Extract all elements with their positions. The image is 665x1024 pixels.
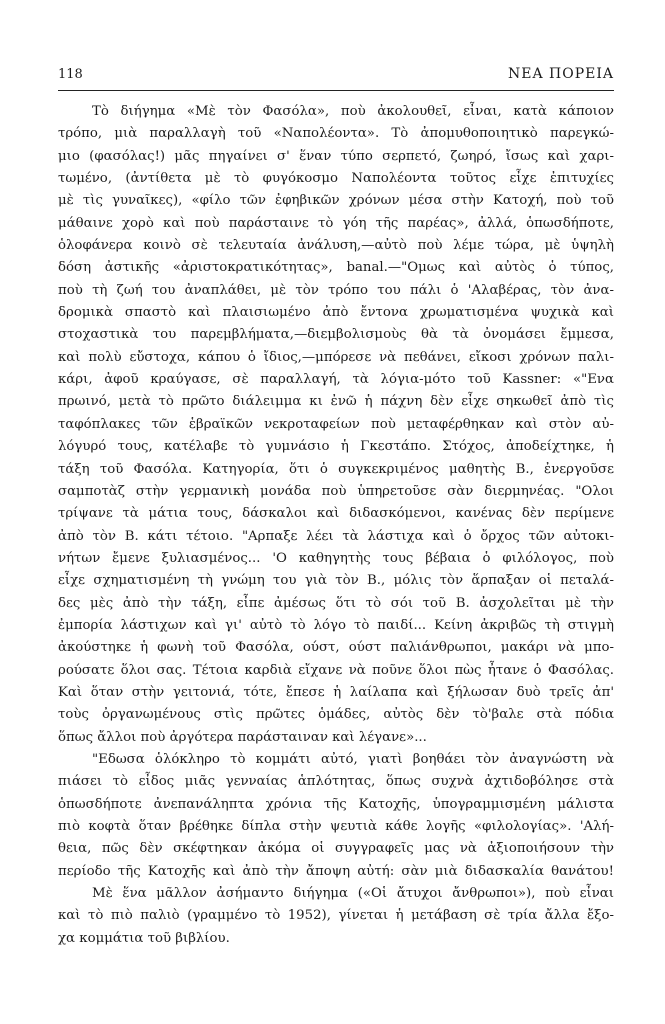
text-line: Τὸ διήγημα «Μὲ τὸν Φασόλα», ποὺ ἀκολουθεῖ, εἶναι, κατὰ κάποιον [92,104,614,119]
text-line: ἀκούστηκε ἡ φωνὴ τοῦ Φασόλα, ούστ, ούστ παλιάνθρωποι, μακάρι νὰ μπο- [58,640,614,656]
header-rule [58,90,614,91]
text-line: ρούσατε ὅλοι σας. Τέτοια καρδιὰ εἴχανε νὰ ποῦνε ὅλοι πὼς ἦτανε ὁ Φασόλας. [58,662,614,678]
text-line: μάθαινε χορὸ καὶ ποὺ παράσταινε τὸ γόη τῆς παρέας», ἀλλά, ὁπωσδήποτε, [58,215,614,231]
text-line: λόγυρό τους, κατέλαβε τὸ γυμνάσιο ἡ Γκεστάπο. Στόχος, ἀποδείχτηκε, ἡ [58,439,614,455]
text-line: ὅπως ἄλλοι ποὺ ἀργότερα παράσταιναν καὶ λέγανε»... [58,729,427,745]
text-line: Καὶ ὅταν στὴν γειτονιά, τότε, ἔπεσε ἡ λαίλαπα καὶ ξήλωσαν δυὸ τρεῖς ἀπ' [58,684,614,700]
journal-title: ΝΕΑ ΠΟΡΕΙΑ [508,66,614,82]
body-text [58,101,614,950]
text-line: πρωινό, μετὰ τὸ πρῶτο διάλειμμα κι ἐνῶ ἡ πάχνη δὲν εἶχε σηκωθεῖ ἀπὸ τὶς [58,394,614,410]
text-line: ὁλοφάνερα κοινὸ σὲ τελευταία ἀνάλυση,—αὐτὸ ποὺ λέμε τώρα, μὲ ὑψηλὴ [58,238,614,254]
text-line: δρομικὰ σπαστὸ καὶ πλαισιωμένο ἀπὸ ἔντονα χρωματισμένα ψυχικὰ καὶ [58,305,614,321]
text-line: τρόπο, μιὰ παραλλαγὴ τοῦ «Ναπολέοντα». Τὸ ἀπομυθοποιητικὸ παρεγκώ- [58,126,614,142]
text-line: δες μὲς ἀπὸ τὴν τάξη, εἶπε ἀμέσως ὅτι τὸ σόι τοῦ Β. ἀσχολεῖται μὲ τὴν [58,595,614,611]
text-line: καὶ πολὺ εὔστοχα, κάπου ὁ ἴδιος,—μπόρεσε νὰ πεθάνει, εἴκοσι χρόνων παλι- [58,349,614,365]
text-line: σαμποτὰζ στὴν γερμανικὴ μονάδα ποὺ ὑπηρετοῦσε σὰν διερμηνέας. "Ολοι [58,483,614,499]
text-line: τωμένο, (ἀντίθετα μὲ τὸ φυγόκοσμο Ναπολέοντα τοῦτος εἶχε ἐπιτυχίες [58,171,614,187]
text-line: ὁπωσδήποτε ἀνεπανάληπτα χρόνια τῆς Κατοχῆς, ὑπογραμμισμένη μάλιστα [58,796,614,812]
text-line: στοχαστικὰ του παρεμβλήματα,—διεμβολισμοὺς θὰ τὰ ὀνομάσει ἔμμεσα, [58,327,614,343]
text-line: μὲ τὶς γυναῖκες), «φίλο τῶν ἐφηβικῶν χρόνων μέσα στὴν Κατοχή, ποὺ τοῦ [58,193,614,209]
text-line: πιάσει τὸ εἶδος μιᾶς γενναίας ἁπλότητας, ὅπως συχνὰ ἀχτιδοβόλησε στὰ [58,774,614,790]
text-line: ἐμπορία λάστιχων καὶ γι' αὐτὸ τὸ λόγο τὸ παιδί... Κείνη ἀκριβῶς τὴ στιγμὴ [58,617,614,633]
text-line: τάξη τοῦ Φασόλα. Κατηγορία, ὅτι ὁ συγκεκριμένος μαθητὴς Β., ἐνεργοῦσε [58,461,614,477]
text-line: ταφόπλακες τῶν ἑβραϊκῶν νεκροταφείων ποὺ μεταφέρθηκαν καὶ στὸν αὐ- [58,416,614,432]
text-line: δόση ἀστικῆς «ἀριστοκρατικότητας», banal.—"Ομως καὶ αὐτὸς ὁ τύπος, [58,260,614,276]
text-line: χα κομμάτια τοῦ βιβλίου. [58,930,230,946]
text-line: θεια, πῶς δὲν σκέφτηκαν ἀκόμα οἱ συγγραφεῖς μας νὰ ἀξιοποιήσουν τὴν [58,841,614,857]
text-line: τρίψανε τὰ μάτια τους, δάσκαλοι καὶ διδασκόμενοι, κανένας δὲν περίμενε [58,506,614,522]
text-line: τοὺς ὀργανωμένους στὶς πρῶτες ὁμάδες, αὐτὸς δὲν τὸ'βαλε στὰ πόδια [58,707,614,723]
text-line: Μὲ ἕνα μᾶλλον ἀσήμαντο διήγημα («Οἱ ἄτυχοι ἄνθρωποι»), ποὺ εἶναι [92,886,614,902]
page-number: 118 [58,67,83,82]
text-line: εἶχε σχηματισμένη τὴ γνώμη του γιὰ τὸν Β., μόλις τὸν ἅρπαξαν οἱ πεταλά- [58,573,614,589]
text-line: καὶ τὸ πιὸ παλιὸ (γραμμένο τὸ 1952), γίνεται ἡ μετάβαση σὲ τρία ἄλλα ἔξο- [58,908,614,924]
text-line: ποὺ τὴ ζωή του ἀναπλάθει, μὲ τὸν τρόπο του πάλι ὁ 'Αλαβέρας, τὸν ἀνα- [58,282,614,298]
page [58,66,614,950]
text-line: "Εδωσα ὁλόκληρο τὸ κομμάτι αὐτό, γιατὶ βοηθάει τὸν ἀναγνώστη νὰ [92,751,614,767]
text-line: περίοδο τῆς Κατοχῆς καὶ ἀπὸ τὴν ἄποψη αὐτή: σὰν μιὰ διδασκαλία θανάτου! [58,863,614,879]
running-head [58,66,614,88]
text-line: κάρι, ἀφοῦ κραύγασε, σὲ παραλλαγή, τὰ λόγια-μότο τοῦ Kassner: «"Ενα [58,372,614,388]
text-line: πιὸ κοφτὰ ὅταν βρέθηκε δίπλα στὴν ψευτιὰ κάθε λογῆς «φιλολογίας». 'Αλή- [58,819,614,834]
text-line: μιο (φασόλας!) μᾶς πηγαίνει σ' ἕναν τύπο σερπετό, ζωηρό, ἴσως καὶ χαρι- [58,148,614,164]
text-line: ἀπὸ τὸν Β. κάτι τέτοιο. "Αρπαξε λέει τὰ λάστιχα καὶ ὁ ὄρχος τῶν αὐτοκι- [58,528,614,544]
text-line: νήτων ἔμενε ξυλιασμένος... 'Ο καθηγητὴς τους βέβαια ὁ φιλόλογος, ποὺ [58,550,614,566]
